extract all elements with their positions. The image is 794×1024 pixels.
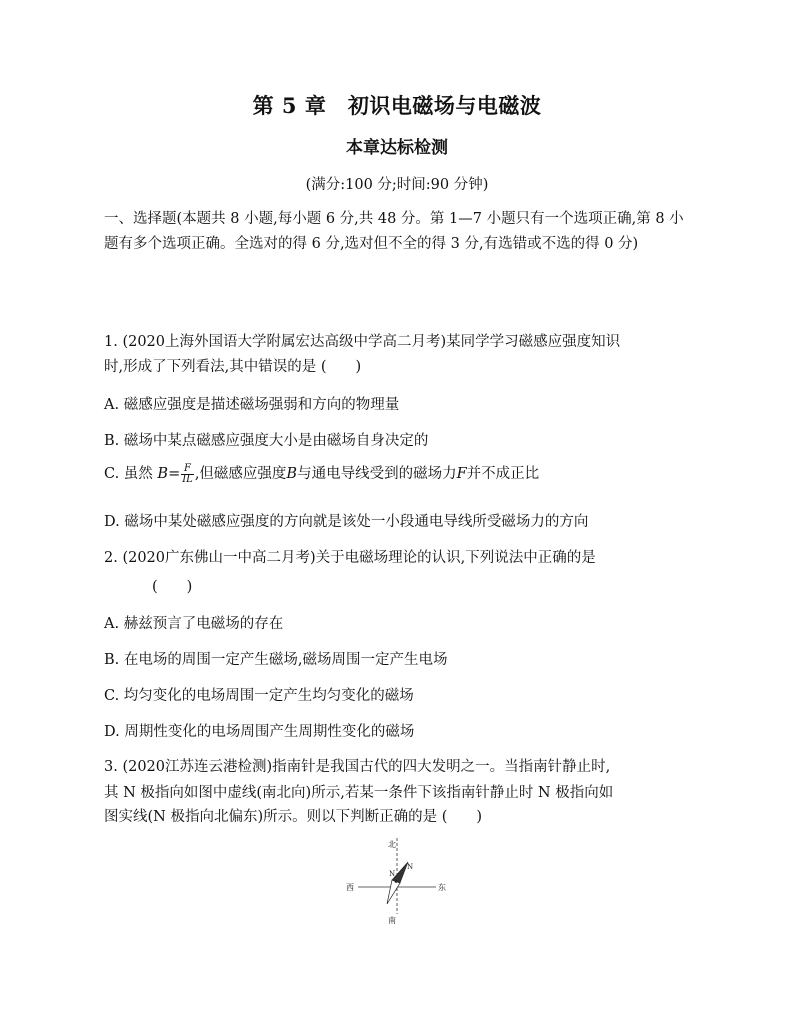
section-instructions: 一、选择题(本题共 8 小题,每小题 6 分,共 48 分。第 1—7 小题只有一个选项正确,第 8 小题有多个选项正确。全选对的得 6 分,选对但不全的得 3 分,有选错或不选的得 0 分) <box>104 211 684 252</box>
q1-stem-line2: 时,形成了下列看法,其中错误的是 ( ) <box>104 359 362 375</box>
q1-option-c-prefix: C. 虽然 <box>104 466 158 482</box>
label-west: 西 <box>346 883 354 892</box>
fraction-denominator: IL <box>182 473 193 485</box>
q1-option-a: A. 磁感应强度是描述磁场强弱和方向的物理量 <box>104 397 400 413</box>
fraction-numerator: F <box>181 464 194 475</box>
needle-south-half <box>387 880 400 904</box>
q1-option-b: B. 磁场中某点磁感应强度大小是由磁场自身决定的 <box>104 433 429 449</box>
symbol-f: F <box>456 466 467 482</box>
test-subtitle: 本章达标检测 <box>346 138 448 158</box>
q2-answer-paren: ( ) <box>152 579 193 595</box>
needle-pivot <box>395 880 398 883</box>
q2-option-c: C. 均匀变化的电场周围一定产生均匀变化的磁场 <box>104 688 414 704</box>
q3-stem-line3: 图实线(N 极指向北偏东)所示。则以下判断正确的是 ( ) <box>104 809 483 825</box>
q1-stem-line1: 1. (2020上海外国语大学附属宏达高级中学高二月考)某同学学习磁感应强度知识 <box>104 334 621 350</box>
q2-option-b: B. 在电场的周围一定产生磁场,磁场周围一定产生电场 <box>104 652 448 668</box>
q1-option-c <box>104 462 539 485</box>
compass-figure <box>330 834 470 926</box>
q3-stem-line2: 其 N 极指向如图中虚线(南北向)所示,若某一条件下该指南针静止时 N 极指向如 <box>104 785 614 801</box>
label-south: 南 <box>388 916 396 925</box>
chapter-title: 第 5 章 初识电磁场与电磁波 <box>252 93 542 118</box>
q1-option-c-suffix: 并不成正比 <box>466 466 540 482</box>
q2-option-d: D. 周期性变化的电场周围产生周期性变化的磁场 <box>104 724 415 740</box>
label-n-dashed: N <box>389 870 396 878</box>
q2-option-a: A. 赫兹预言了电磁场的存在 <box>104 616 284 632</box>
score-time-info: (满分:100 分;时间:90 分钟) <box>305 177 489 193</box>
label-north: 北 <box>388 840 396 849</box>
formula-fraction <box>181 464 194 485</box>
q2-stem-line1: 2. (2020广东佛山一中高二月考)关于电磁场理论的认识,下列说法中正确的是 <box>104 550 596 566</box>
formula-eq: = <box>168 466 181 482</box>
q1-option-d: D. 磁场中某处磁感应强度的方向就是该处一小段通电导线所受磁场力的方向 <box>104 514 589 530</box>
label-n-needle: N <box>407 863 414 871</box>
formula-b: B <box>157 466 169 482</box>
label-east: 东 <box>438 883 446 892</box>
q1-option-c-mid2: 与通电导线受到的磁场力 <box>297 466 457 482</box>
symbol-b: B <box>286 466 298 482</box>
q1-option-c-mid: ,但磁感应强度 <box>194 466 287 482</box>
q3-stem-line1: 3. (2020江苏连云港检测)指南针是我国古代的四大发明之一。当指南针静止时, <box>104 759 611 775</box>
